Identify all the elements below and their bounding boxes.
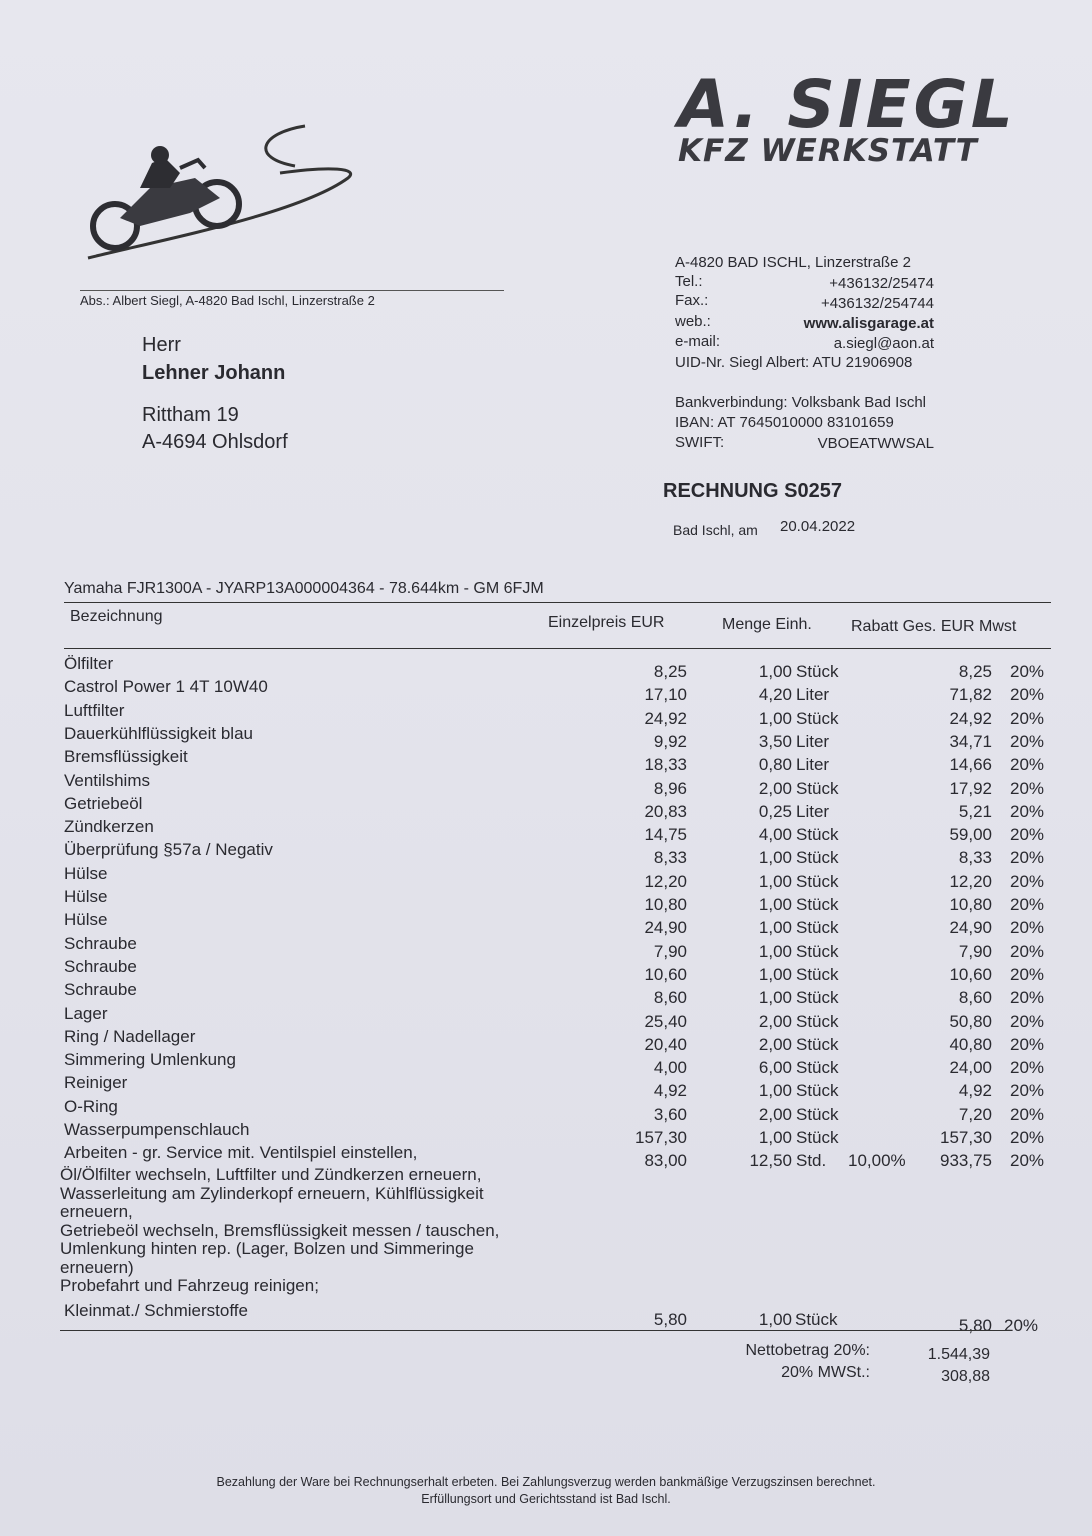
vat-label: 20% MWSt.: <box>781 1364 870 1381</box>
table-row <box>0 1073 1092 1101</box>
item-price: 14,75 <box>644 825 687 845</box>
item-vat: 20% <box>1010 662 1045 681</box>
item-vat: 20% <box>1010 918 1045 938</box>
item-qty: 1,00 <box>758 662 792 681</box>
table-row <box>0 654 1092 681</box>
table-row <box>0 956 1092 984</box>
item-total: 17,92 <box>949 778 992 798</box>
item-price: 7,90 <box>653 941 687 961</box>
table-row <box>0 700 1092 728</box>
labor-description-line: Umlenkung hinten rep. (Lager, Bolzen und Simmeringe <box>60 1239 474 1258</box>
item-price: 25,40 <box>644 1011 687 1031</box>
item-qty: 4,00 <box>758 825 792 845</box>
item-unit: Stück <box>796 708 839 728</box>
item-qty: 6,00 <box>758 1058 792 1078</box>
item-price: 3,60 <box>653 1104 687 1124</box>
item-qty: 1,00 <box>758 1310 792 1329</box>
tel-label: Tel.: <box>675 273 703 290</box>
item-name: Hülse <box>64 910 108 930</box>
item-qty: 1,00 <box>758 918 792 938</box>
item-vat: 20% <box>1010 685 1045 705</box>
item-unit: Stück <box>796 848 839 868</box>
date-label: Bad Ischl, am <box>673 522 758 538</box>
item-name: Schraube <box>64 980 137 1000</box>
item-total: 40,80 <box>949 1034 992 1054</box>
table-row <box>0 910 1092 938</box>
item-unit: Stück <box>796 778 839 798</box>
item-qty: 1,00 <box>758 988 792 1008</box>
sender-divider <box>80 290 504 291</box>
item-name: Ventilshims <box>64 770 150 790</box>
recipient-city: A-4694 Ohlsdorf <box>142 431 288 453</box>
item-name: Überprüfung §57a / Negativ <box>64 840 273 860</box>
item-price: 157,30 <box>635 1128 687 1147</box>
item-unit: Stück <box>796 1128 839 1147</box>
item-vat: 20% <box>1010 1011 1045 1031</box>
item-total: 71,82 <box>949 685 992 705</box>
item-total: 7,90 <box>958 941 992 961</box>
brand-subtitle: KFZ WERKSTATT <box>678 133 978 169</box>
item-price: 12,20 <box>644 871 687 891</box>
vehicle-info: Yamaha FJR1300A - JYARP13A000004364 - 78.644km - GM 6FJM <box>64 580 544 597</box>
net-label: Nettobetrag 20%: <box>745 1342 870 1359</box>
item-name: Kleinmat./ Schmierstoffe <box>64 1301 248 1320</box>
labor-description-line: erneuern) <box>60 1257 134 1277</box>
table-row <box>0 1026 1092 1054</box>
item-name: Hülse <box>64 863 108 883</box>
item-qty: 1,00 <box>758 941 792 961</box>
swift-value: VBOEATWWSAL <box>817 435 934 452</box>
item-vat: 20% <box>1010 801 1045 821</box>
item-unit: Stück <box>796 871 839 891</box>
item-total: 933,75 <box>940 1151 992 1171</box>
brand-name: A. SIEGL <box>678 66 1016 143</box>
header-description: Bezeichnung <box>70 608 163 625</box>
item-vat: 20% <box>1010 848 1045 868</box>
item-price: 9,92 <box>653 731 687 751</box>
item-name: Reiniger <box>64 1073 128 1093</box>
table-row <box>0 1050 1092 1078</box>
item-price: 10,60 <box>644 964 687 984</box>
net-amount: 1.544,39 <box>927 1346 990 1363</box>
item-vat: 20% <box>1010 871 1045 891</box>
item-unit: Stück <box>796 1081 839 1101</box>
item-price: 4,00 <box>653 1058 687 1078</box>
invoice-date: 20.04.2022 <box>780 518 856 535</box>
item-vat: 20% <box>1010 1034 1045 1054</box>
item-vat: 20% <box>1010 895 1045 914</box>
payment-terms: Bezahlung der Ware bei Rechnungserhalt erbeten. Bei Zahlungsverzug werden bankmäßige Verzugszinsen berechnet. <box>216 1475 876 1489</box>
item-qty: 1,00 <box>758 1081 792 1101</box>
item-total: 157,30 <box>940 1128 992 1147</box>
item-name: Bremsflüssigkeit <box>64 747 188 767</box>
company-address: A-4820 BAD ISCHL, Linzerstraße 2 <box>675 254 911 271</box>
item-qty: 1,00 <box>758 895 792 914</box>
item-vat: 20% <box>1010 825 1045 845</box>
item-name: Getriebeöl <box>64 793 143 813</box>
table-row <box>0 863 1092 891</box>
web-value: www.alisgarage.at <box>803 315 934 332</box>
item-qty: 2,00 <box>758 1011 792 1031</box>
item-price: 5,80 <box>653 1310 687 1329</box>
table-row <box>0 933 1092 961</box>
table-row <box>0 1096 1092 1124</box>
item-vat: 20% <box>1010 778 1045 798</box>
item-name: Ring / Nadellager <box>64 1026 196 1046</box>
header-quantity: Menge Einh. <box>722 616 812 633</box>
table-row <box>0 677 1092 705</box>
item-vat: 20% <box>1004 1316 1039 1335</box>
web-label: web.: <box>675 313 711 330</box>
table-row <box>0 817 1092 845</box>
item-unit: Stück <box>796 988 839 1008</box>
item-total: 24,92 <box>949 708 992 728</box>
item-name: Luftfilter <box>64 700 125 720</box>
table-row <box>0 723 1092 751</box>
item-total: 10,80 <box>949 895 992 914</box>
table-row <box>0 1143 1092 1171</box>
item-qty: 12,50 <box>749 1151 792 1171</box>
item-qty: 4,20 <box>758 685 792 705</box>
item-qty: 0,80 <box>758 755 792 775</box>
fax-value: +436132/254744 <box>820 295 934 312</box>
item-total: 7,20 <box>958 1104 992 1124</box>
recipient-name: Lehner Johann <box>142 362 286 384</box>
item-unit: Stück <box>796 1058 839 1078</box>
item-qty: 1,00 <box>758 964 792 984</box>
recipient-salutation: Herr <box>142 334 181 356</box>
item-vat: 20% <box>1010 1151 1045 1171</box>
item-unit: Stück <box>795 1310 838 1329</box>
item-price: 17,10 <box>644 685 687 705</box>
item-price: 8,25 <box>653 662 687 681</box>
table-row <box>0 770 1092 798</box>
motorcycle-logo-icon <box>80 118 360 263</box>
item-price: 8,33 <box>653 848 687 868</box>
item-price: 83,00 <box>644 1151 687 1171</box>
item-vat: 20% <box>1010 988 1045 1008</box>
item-name: Schraube <box>64 933 137 953</box>
iban: IBAN: AT 7645010000 83101659 <box>675 414 894 431</box>
item-qty: 3,50 <box>758 731 792 751</box>
labor-description-line: erneuern, <box>60 1202 133 1221</box>
sender-line: Abs.: Albert Siegl, A-4820 Bad Ischl, Linzerstraße 2 <box>80 293 375 308</box>
email-value: a.siegl@aon.at <box>833 335 934 352</box>
item-vat: 20% <box>1010 1104 1045 1124</box>
item-total: 24,00 <box>949 1058 992 1078</box>
item-total: 12,20 <box>949 871 992 891</box>
item-name: Wasserpumpenschlauch <box>64 1120 250 1139</box>
item-total: 34,71 <box>949 731 992 751</box>
table-bottom-rule <box>60 1330 1012 1331</box>
item-price: 8,60 <box>653 988 687 1008</box>
item-unit: Liter <box>796 755 830 775</box>
item-vat: 20% <box>1010 731 1045 751</box>
item-total: 14,66 <box>949 755 992 775</box>
item-unit: Liter <box>796 685 830 705</box>
labor-description-line: Probefahrt und Fahrzeug reinigen; <box>60 1276 319 1295</box>
item-qty: 1,00 <box>758 871 792 891</box>
item-qty: 0,25 <box>758 801 792 821</box>
item-vat: 20% <box>1010 1058 1045 1078</box>
item-total: 50,80 <box>949 1011 992 1031</box>
item-name: Ölfilter <box>64 654 114 673</box>
table-row <box>0 1120 1092 1147</box>
item-price: 20,83 <box>644 801 687 821</box>
item-name: Castrol Power 1 4T 10W40 <box>64 677 268 697</box>
item-qty: 1,00 <box>758 708 792 728</box>
item-unit: Stück <box>796 918 839 938</box>
item-total: 4,92 <box>958 1081 992 1101</box>
item-qty: 2,00 <box>758 778 792 798</box>
item-price: 10,80 <box>644 895 687 914</box>
item-price: 24,92 <box>644 708 687 728</box>
item-name: Dauerkühlflüssigkeit blau <box>64 723 253 743</box>
item-unit: Stück <box>796 941 839 961</box>
item-total: 8,25 <box>958 662 992 681</box>
item-unit: Stück <box>796 825 839 845</box>
labor-description-line: Getriebeöl wechseln, Bremsflüssigkeit messen / tauschen, <box>60 1220 500 1240</box>
item-name: Hülse <box>64 887 108 906</box>
item-name: O-Ring <box>64 1096 118 1116</box>
item-total: 8,60 <box>958 988 992 1008</box>
item-vat: 20% <box>1010 964 1045 984</box>
item-total: 24,90 <box>949 918 992 938</box>
recipient-street: Rittham 19 <box>142 404 239 426</box>
table-top-rule <box>64 602 1051 603</box>
item-name: Lager <box>64 1003 108 1023</box>
labor-description-line: Öl/Ölfilter wechseln, Luftfilter und Zündkerzen erneuern, <box>60 1165 482 1184</box>
item-total: 59,00 <box>949 825 992 845</box>
item-discount: 10,00% <box>848 1151 906 1171</box>
item-name: Zündkerzen <box>64 817 154 837</box>
table-header-rule <box>64 648 1051 649</box>
item-total: 5,21 <box>958 801 992 821</box>
table-row <box>0 747 1092 775</box>
table-row <box>0 887 1092 914</box>
table-row <box>0 840 1092 868</box>
item-vat: 20% <box>1010 708 1045 728</box>
item-unit: Stück <box>796 964 839 984</box>
table-row <box>0 1003 1092 1031</box>
item-total: 5,80 <box>958 1316 992 1335</box>
header-unit-price: Einzelpreis EUR <box>548 614 665 631</box>
item-unit: Liter <box>796 731 830 751</box>
item-qty: 2,00 <box>758 1034 792 1054</box>
item-unit: Stück <box>796 662 839 681</box>
labor-description-line: Wasserleitung am Zylinderkopf erneuern, Kühlflüssigkeit <box>60 1183 484 1203</box>
item-unit: Stück <box>796 1034 839 1054</box>
header-discount-total-vat: Rabatt Ges. EUR Mwst <box>851 618 1017 635</box>
bank-name: Bankverbindung: Volksbank Bad Ischl <box>675 394 926 411</box>
item-price: 20,40 <box>644 1034 687 1054</box>
item-unit: Stück <box>796 1011 839 1031</box>
item-vat: 20% <box>1010 1128 1045 1147</box>
item-name: Simmering Umlenkung <box>64 1050 236 1070</box>
item-price: 4,92 <box>653 1081 687 1101</box>
tel-value: +436132/25474 <box>829 275 934 292</box>
item-unit: Stück <box>796 1104 839 1124</box>
item-vat: 20% <box>1010 941 1045 961</box>
email-label: e-mail: <box>675 333 721 350</box>
item-price: 18,33 <box>644 755 687 775</box>
fax-label: Fax.: <box>675 292 709 309</box>
item-name: Schraube <box>64 956 137 976</box>
item-vat: 20% <box>1010 1081 1045 1101</box>
item-unit: Liter <box>796 801 830 821</box>
jurisdiction: Erfüllungsort und Gerichtsstand ist Bad Ischl. <box>421 1492 671 1506</box>
table-row <box>0 980 1092 1008</box>
item-unit: Std. <box>796 1151 827 1171</box>
item-unit: Stück <box>796 895 839 914</box>
invoice-title: RECHNUNG S0257 <box>663 480 842 502</box>
item-total: 8,33 <box>958 848 992 868</box>
table-row <box>0 793 1092 821</box>
item-price: 8,96 <box>653 778 687 798</box>
item-qty: 1,00 <box>758 848 792 868</box>
swift-label: SWIFT: <box>675 434 725 451</box>
uid-number: UID-Nr. Siegl Albert: ATU 21906908 <box>675 354 913 371</box>
item-name: Arbeiten - gr. Service mit. Ventilspiel einstellen, <box>64 1143 418 1163</box>
item-qty: 2,00 <box>758 1104 792 1124</box>
item-total: 10,60 <box>949 964 992 984</box>
item-vat: 20% <box>1010 755 1045 775</box>
item-price: 24,90 <box>644 918 687 938</box>
vat-amount: 308,88 <box>941 1368 990 1385</box>
item-qty: 1,00 <box>758 1128 792 1147</box>
